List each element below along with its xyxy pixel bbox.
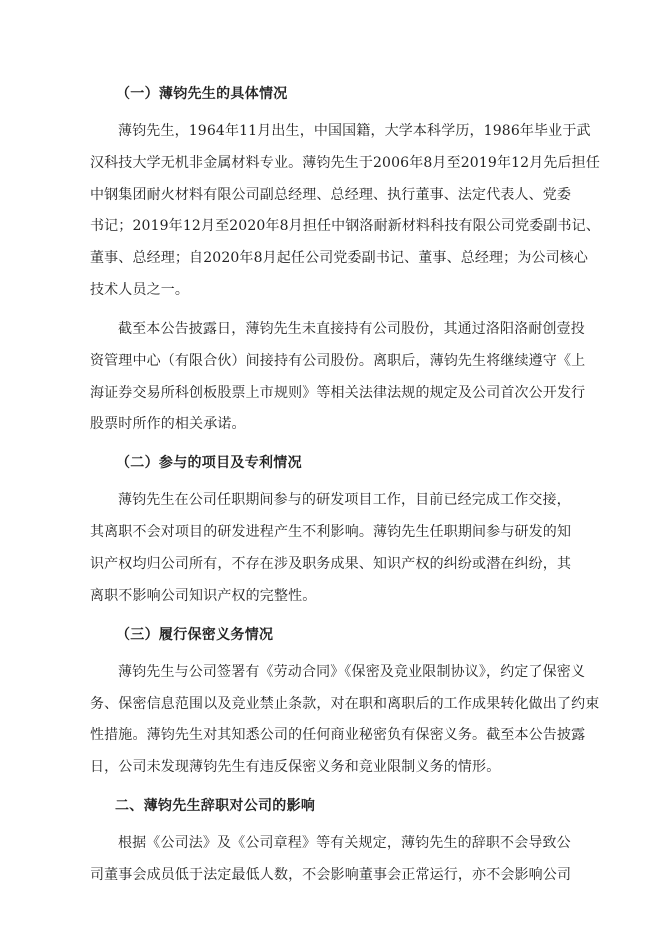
text-line: 薄钧先生，1964年11月出生，中国国籍，大学本科学历，1986年毕业于武: [118, 123, 591, 139]
section-heading-personal-info: （一）薄钧先生的具体情况: [116, 86, 288, 102]
text-line: 识产权均归公司所有，不存在涉及职务成果、知识产权的纠纷或潜在纠纷，其: [90, 555, 572, 572]
document-body: [90, 84, 600, 904]
text-line: 董事、总经理；自2020年8月起任公司党委副书记、董事、总经理；为公司核心: [90, 250, 589, 267]
text-line: 资管理中心（有限合伙）间接持有公司股份。离职后，薄钧先生将继续遵守《上: [90, 352, 586, 369]
text-line: 其离职不会对项目的研发进程产生不利影响。薄钧先生任职期间参与研发的知: [90, 524, 572, 541]
text-line: 汉科技大学无机非金属材料专业。薄钧先生于2006年8月至2019年12月先后担任: [90, 154, 600, 171]
text-line: 股票时所作的相关承诺。: [90, 416, 246, 433]
paragraph-shareholding: [90, 319, 586, 435]
section-heading-projects-patents: （二）参与的项目及专利情况: [116, 455, 302, 472]
text-line: 司董事会成员低于法定最低人数，不会影响董事会正常运行，亦不会影响公司: [90, 866, 572, 883]
text-line: 中钢集团耐火材料有限公司副总经理、总经理、执行董事、法定代表人、党委: [90, 186, 572, 203]
text-line: 根据《公司法》及《公司章程》等有关规定，薄钧先生的辞职不会导致公: [118, 835, 571, 852]
section-heading-confidentiality: （三）履行保密义务情况: [116, 626, 274, 643]
paragraph-confidentiality: [90, 662, 600, 778]
text-line: 书记；2019年12月至2020年8月担任中钢洛耐新材料科技有限公司党委副书记、: [90, 218, 600, 235]
text-line: 薄钧先生在公司任职期间参与的研发项目工作，目前已经完成工作交接，: [118, 492, 571, 509]
text-line: 务、保密信息范围以及竞业禁止条款，对在职和离职后的工作成果转化做出了约束: [90, 695, 600, 712]
section-heading-impact: 二、薄钧先生辞职对公司的影响: [115, 798, 316, 815]
text-line: 技术人员之一。: [90, 281, 190, 298]
text-line: 日，公司未发现薄钧先生有违反保密义务和竞业限制义务的情形。: [90, 759, 501, 776]
text-line: 离职不影响公司知识产权的完整性。: [90, 587, 317, 604]
text-line: 性措施。薄钧先生对其知悉公司的任何商业秘密负有保密义务。截至本公告披露: [90, 727, 586, 744]
text-line: 海证券交易所科创板股票上市规则》等相关法律法规的规定及公司首次公开发行: [90, 384, 586, 401]
paragraph-impact: [90, 833, 572, 886]
paragraph-projects-patents: [90, 490, 572, 606]
paragraph-biography: [90, 121, 600, 301]
text-line: 截至本公告披露日，薄钧先生未直接持有公司股份，其通过洛阳洛耐创壹投: [118, 320, 585, 337]
text-line: 薄钧先生与公司签署有《劳动合同》《保密及竞业限制协议》，约定了保密义: [118, 663, 586, 680]
